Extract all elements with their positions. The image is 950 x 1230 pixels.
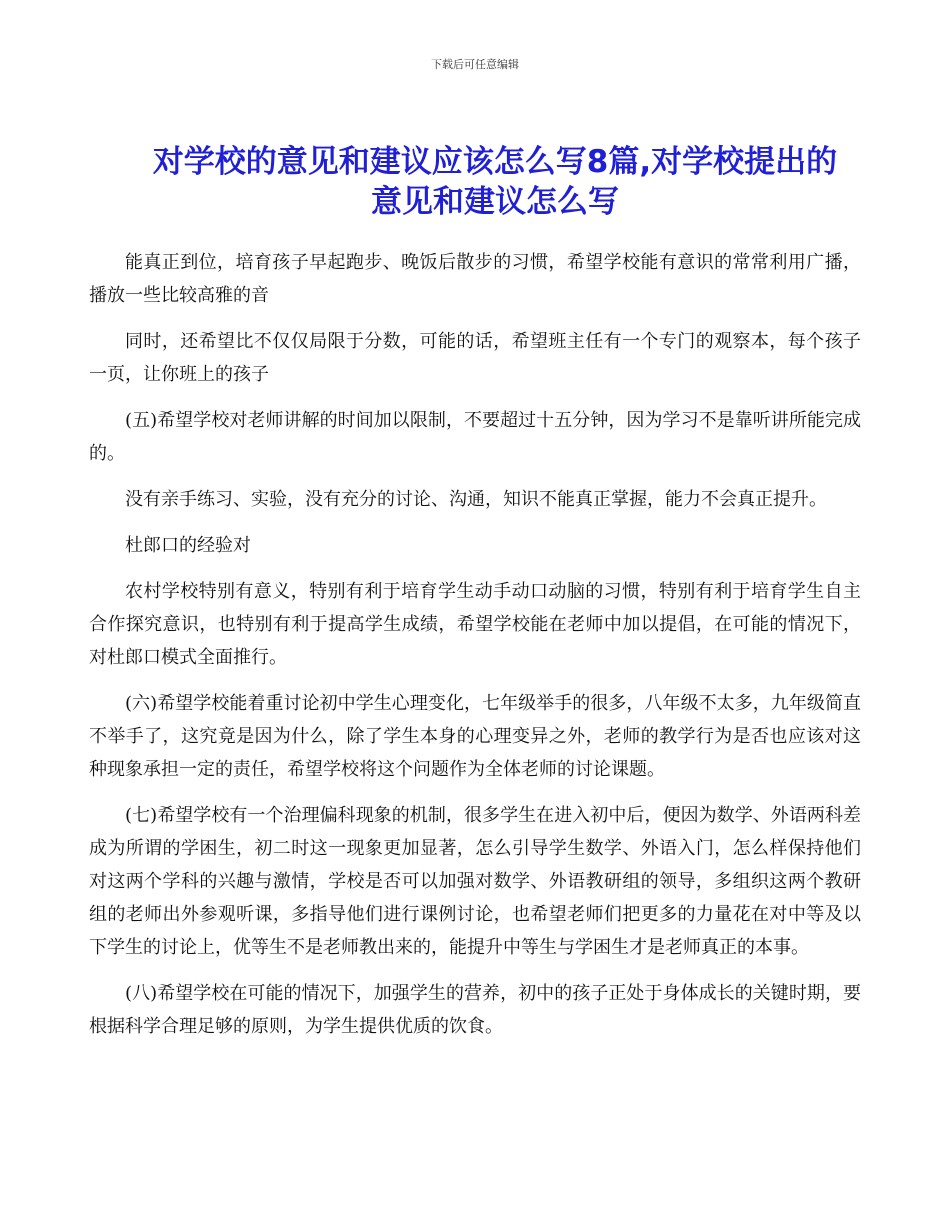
paragraph: 农村学校特别有意义，特别有利于培育学生动手动口动脑的习惯，特别有利于培育学生自主合作探究意识，也特别有利于提高学生成绩，希望学校能在老师中加以提倡，在可能的情况下，对杜郎口模式全面推行。	[89, 581, 861, 668]
paragraph: 没有亲手练习、实验，没有充分的讨论、沟通，知识不能真正掌握，能力不会真正提升。	[125, 489, 827, 510]
paragraph: 能真正到位，培育孩子早起跑步、晚饭后散步的习惯，希望学校能有意识的常常利用广播，播放一些比较高雅的音	[89, 252, 861, 306]
document-body	[89, 246, 861, 1056]
document-title: 对学校的意见和建议应该怎么写8篇,对学校提出的意见和建议怎么写	[152, 144, 838, 220]
page-header-note: 下载后可任意编辑	[431, 58, 519, 71]
paragraph: (七)希望学校有一个治理偏科现象的机制，很多学生在进入初中后，便因为数学、外语两科差成为所谓的学困生，初二时这一现象更加显著，怎么引导学生数学、外语入门，怎么样保持他们对这两个学科的兴趣与激情，学校是否可以加强对数学、外语教研组的领导，多组织这两个教研组的老师出外参观听课，多指导他们进行课例讨论，也希望老师们把更多的力量花在对中等及以下学生的讨论上，优等生不是老师教出来的，能提升中等生与学困生才是老师真正的本事。	[89, 805, 861, 958]
paragraph: (五)希望学校对老师讲解的时间加以限制，不要超过十五分钟，因为学习不是靠听讲所能完成的。	[89, 410, 861, 464]
paragraph: (八)希望学校在可能的情况下，加强学生的营养，初中的孩子正处于身体成长的关键时期，要根据科学合理足够的原则，为学生提供优质的饮食。	[89, 983, 861, 1037]
paragraph: 同时，还希望比不仅仅局限于分数，可能的话，希望班主任有一个专门的观察本，每个孩子一页，让你班上的孩子	[89, 331, 861, 385]
paragraph: (六)希望学校能着重讨论初中学生心理变化，七年级举手的很多，八年级不太多，九年级简直不举手了，这究竟是因为什么，除了学生本身的心理变异之外，老师的教学行为是否也应该对这种现象承担一定的责任，希望学校将这个问题作为全体老师的讨论课题。	[89, 693, 861, 780]
paragraph: 杜郎口的经验对	[125, 535, 251, 556]
